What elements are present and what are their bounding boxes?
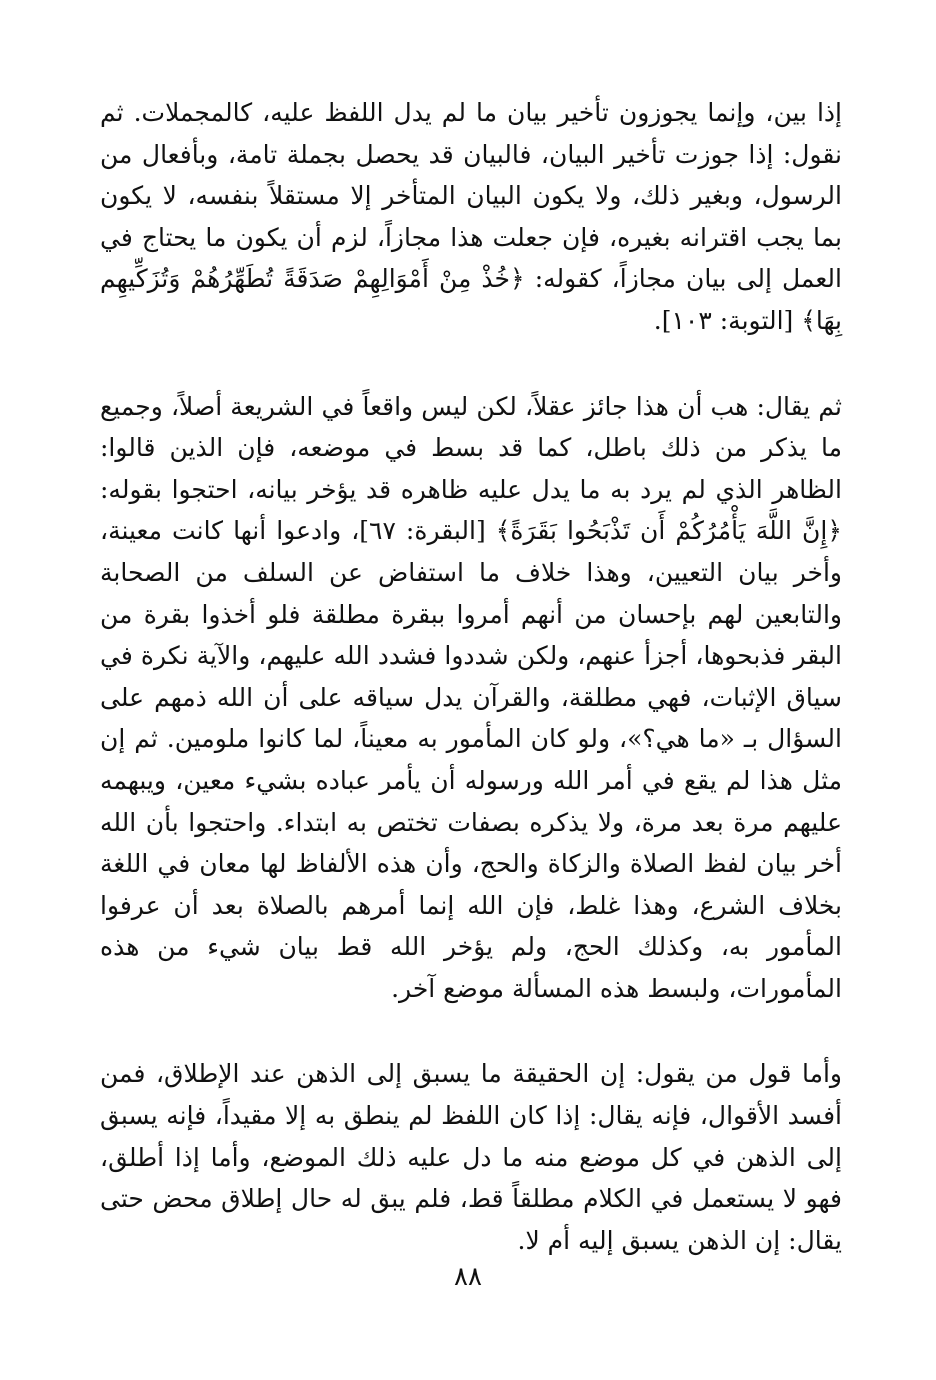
paragraph-3: وأما قول من يقول: إن الحقيقة ما يسبق إلى الذهن عند الإطلاق، فمن أفسد الأقوال، فإنه يقال: إذا كان اللفظ لم ينطق به إلا مقيداً، فإنه يسبق إلى الذهن في كل موضع منه ما دل عليه ذلك الموضع، وأما إذا أطلق، فهو لا يستعمل في الكلام مطلقاً قط، فلم يبق له حال إطلاق محض حتى يقال: إن الذهن يسبق إليه أم لا.: [100, 1059, 842, 1255]
page-body: [100, 92, 842, 1261]
paragraph-1: إذا بين، وإنما يجوزون تأخير بيان ما لم يدل اللفظ عليه، كالمجملات. ثم نقول: إذا جوزت تأخير البيان، فالبيان قد يحصل بجملة تامة، وبأفعال من الرسول، وبغير ذلك، ولا يكون البيان المتأخر إلا مستقلاً بنفسه، لا يكون بما يجب اقترانه بغيره، فإن جعلت هذا مجازاً، لزم أن يكون ما يحتاج في العمل إلى بيان مجازاً، كقوله: ﴿خُذْ مِنْ أَمْوَالِهِمْ صَدَقَةً تُطَهِّرُهُمْ وَتُزَكِّيهِم بِهَا﴾ [التوبة: ١٠٣].: [100, 98, 842, 335]
paragraph-2: ثم يقال: هب أن هذا جائز عقلاً، لكن ليس واقعاً في الشريعة أصلاً، وجميع ما يذكر من ذلك باطل، كما قد بسط في موضعه، فإن الذين قالوا: الظاهر الذي لم يرد به ما يدل عليه ظاهره قد يؤخر بيانه، احتجوا بقوله: ﴿إِنَّ اللَّهَ يَأْمُرُكُمْ أَن تَذْبَحُوا بَقَرَةً﴾ [البقرة: ٦٧]، وادعوا أنها كانت معينة، وأخر بيان التعيين، وهذا خلاف ما استفاض عن السلف من الصحابة والتابعين لهم بإحسان من أنهم أمروا ببقرة مطلقة فلو أخذوا بقرة من البقر فذبحوها، أجزأ عنهم، ولكن شددوا فشدد الله عليهم، والآية نكرة في سياق الإثبات، فهي مطلقة، والقرآن يدل سياقه على أن الله ذمهم على السؤال بـ «ما هي؟»، ولو كان المأمور به معيناً، لما كانوا ملومين. ثم إن مثل هذا لم يقع في أمر الله ورسوله أن يأمر عباده بشيء معين، ويبهمه عليهم مرة بعد مرة، ولا يذكره بصفات تختص به ابتداء. واحتجوا بأن الله أخر بيان لفظ الصلاة والزكاة والحج، وأن هذه الألفاظ لها معان في اللغة بخلاف الشرع، وهذا غلط، فإن الله إنما أمرهم بالصلاة بعد أن عرفوا المأمور به، وكذلك الحج، ولم يؤخر الله قط بيان شيء من هذه المأمورات، ولبسط هذه المسألة موضع آخر.: [100, 391, 842, 1003]
page-number: ٨٨: [454, 1262, 482, 1292]
